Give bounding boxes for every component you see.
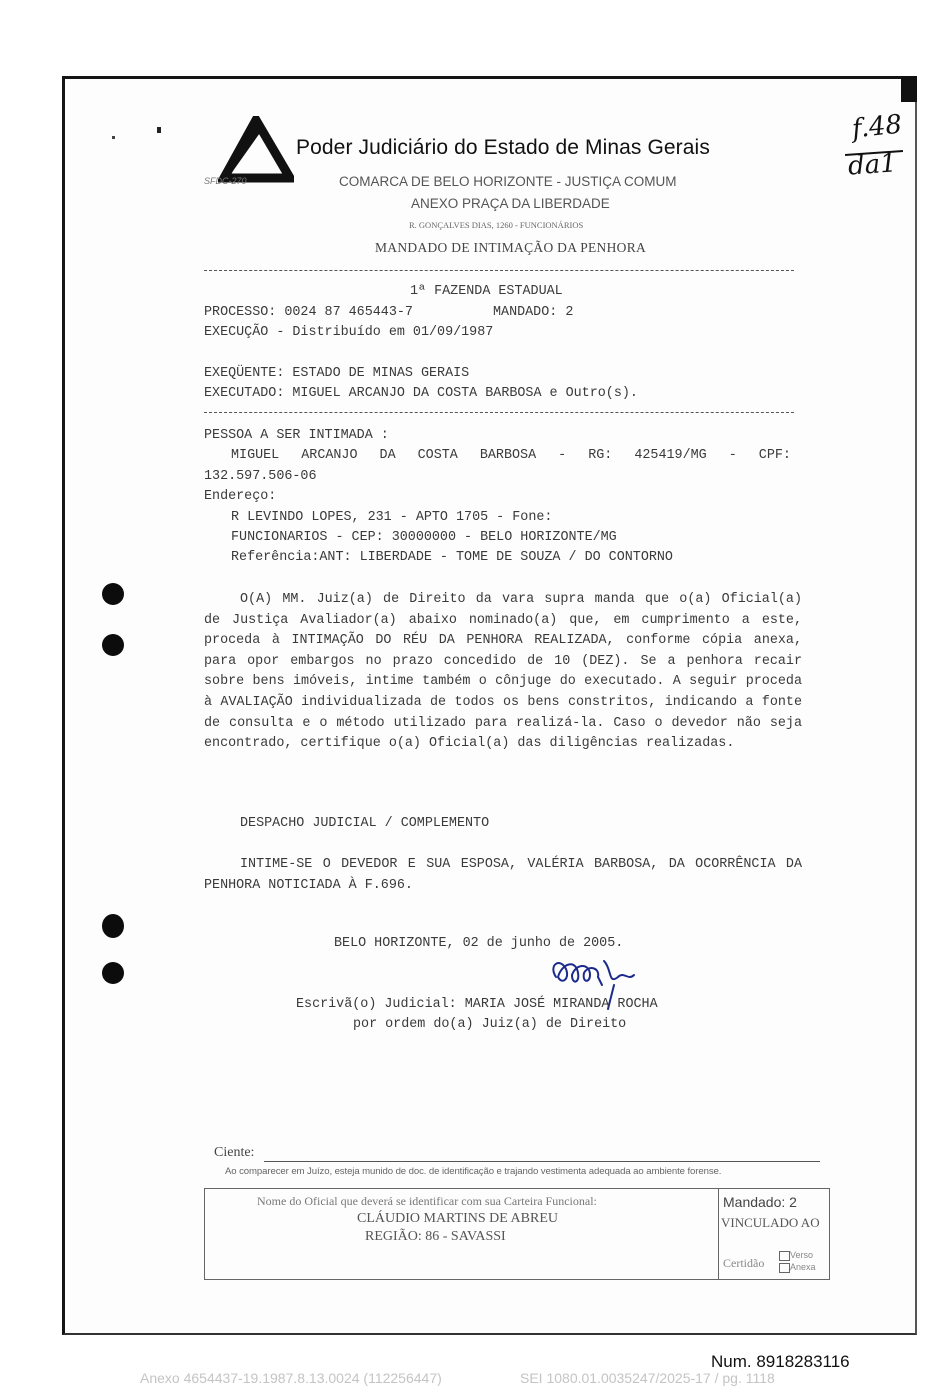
court-division: 1ª FAZENDA ESTADUAL bbox=[410, 284, 563, 299]
mandate-body-text: O(A) MM. Juiz(a) de Direito da vara supra manda que o(a) Oficial(a) de Justiça Avaliador(a) abaixo nominado(a) que, em cumprimento a este, proceda à INTIMAÇÃO DO RÉU DA PENHORA REALIZADA, conforme cópia anexa, para opor embargos no prazo concedido de 10 (DEZ). Se a penhora recair sobre bens imóveis, intime também o cônjuge do executado. A seguir proceda à AVALIAÇÃO individualizada de todos os bens constritos, indicando a fonte de consulta e o método utilizado para realizá-la. Caso o devedor não seja encontrado, certifique o(a) Oficial(a) das diligências realizadas. bbox=[204, 592, 802, 752]
verso-checkbox[interactable] bbox=[779, 1251, 790, 1261]
punch-hole bbox=[102, 583, 124, 605]
speck bbox=[112, 136, 115, 139]
document-num: Num. 8918283116 bbox=[711, 1352, 850, 1371]
officer-instruction: Nome do Oficial que deverá se identificar com sua Carteira Funcional: bbox=[257, 1194, 597, 1208]
footer-anexo: Anexo 4654437-19.1987.8.13.0024 (112256447) bbox=[140, 1370, 442, 1386]
handwritten-folio-bottom: da1 bbox=[847, 148, 898, 182]
clerk-name: Escrivã(o) Judicial: MARIA JOSÉ MIRANDA ROCHA bbox=[296, 997, 658, 1012]
person-label: PESSOA A SER INTIMADA : bbox=[204, 428, 389, 443]
comarca-line: COMARCA DE BELO HORIZONTE - JUSTIÇA COMUM bbox=[339, 174, 677, 189]
despacho-label: DESPACHO JUDICIAL / COMPLEMENTO bbox=[240, 816, 490, 831]
dashed-separator bbox=[204, 270, 794, 271]
judge-order: por ordem do(a) Juiz(a) de Direito bbox=[353, 1017, 627, 1032]
officer-region: REGIÃO: 86 - SAVASSI bbox=[365, 1229, 506, 1244]
address-label: Endereço: bbox=[204, 489, 277, 504]
punch-hole bbox=[102, 962, 124, 984]
certidao-options bbox=[779, 1249, 816, 1273]
address-line-1: R LEVINDO LOPES, 231 - APTO 1705 - Fone: bbox=[231, 510, 553, 525]
vinculado-label: VINCULADO AO bbox=[721, 1215, 820, 1230]
mandado-number: MANDADO: 2 bbox=[493, 305, 574, 320]
court-name: Poder Judiciário do Estado de Minas Gerais bbox=[296, 136, 710, 159]
address-reference: Referência:ANT: LIBERDADE - TOME DE SOUZA / DO CONTORNO bbox=[231, 550, 673, 565]
document-type-title: MANDADO DE INTIMAÇÃO DA PENHORA bbox=[375, 240, 647, 255]
execucao-line: EXECUÇÃO - Distribuído em 01/09/1987 bbox=[204, 325, 494, 340]
processo-number: PROCESSO: 0024 87 465443-7 bbox=[204, 305, 413, 320]
place-date: BELO HORIZONTE, 02 de junho de 2005. bbox=[334, 936, 624, 951]
person-name-rg: MIGUEL ARCANJO DA COSTA BARBOSA - RG: 425419/MG - CPF: bbox=[231, 448, 791, 463]
officer-box-divider bbox=[718, 1189, 719, 1279]
punch-hole bbox=[102, 634, 124, 656]
certidao-label: Certidão bbox=[723, 1256, 765, 1270]
anexa-checkbox[interactable] bbox=[779, 1263, 790, 1273]
speck bbox=[157, 127, 161, 133]
exequente-line: EXEQÜENTE: ESTADO DE MINAS GERAIS bbox=[204, 366, 470, 381]
verso-label: Verso bbox=[790, 1250, 814, 1260]
box-mandado-number: Mandado: 2 bbox=[723, 1194, 797, 1210]
footer-sei: SEI 1080.01.0035247/2025-17 / pg. 1118 bbox=[520, 1370, 775, 1386]
address-line-2: FUNCIONARIOS - CEP: 30000000 - BELO HORIZONTE/MG bbox=[231, 530, 617, 545]
executado-line: EXECUTADO: MIGUEL ARCANJO DA COSTA BARBOSA e Outro(s). bbox=[204, 386, 638, 401]
form-code: SFDC-270 bbox=[204, 176, 247, 186]
ciente-notice: Ao comparecer em Juízo, esteja munido de doc. de identificação e trajando vestimenta adequada ao ambiente forense. bbox=[225, 1166, 722, 1177]
dashed-separator bbox=[204, 412, 794, 413]
person-cpf: 132.597.506-06 bbox=[204, 469, 317, 484]
ciente-label: Ciente: bbox=[214, 1145, 255, 1160]
anexa-label: Anexa bbox=[790, 1262, 816, 1272]
officer-box bbox=[204, 1188, 830, 1280]
annex-line: ANEXO PRAÇA DA LIBERDADE bbox=[411, 196, 610, 211]
ciente-signature-line bbox=[264, 1161, 820, 1162]
punch-hole bbox=[102, 914, 124, 938]
sheet-corner-mark bbox=[901, 76, 917, 102]
officer-name: CLÁUDIO MARTINS DE ABREU bbox=[357, 1211, 558, 1226]
despacho-text: INTIME-SE O DEVEDOR E SUA ESPOSA, VALÉRIA BARBOSA, DA OCORRÊNCIA DA PENHORA NOTICIADA À F.696. bbox=[204, 857, 802, 893]
handwritten-folio-top: f.48 bbox=[850, 109, 904, 145]
court-address: R. GONÇALVES DIAS, 1260 - FUNCIONÁRIOS bbox=[409, 220, 584, 230]
